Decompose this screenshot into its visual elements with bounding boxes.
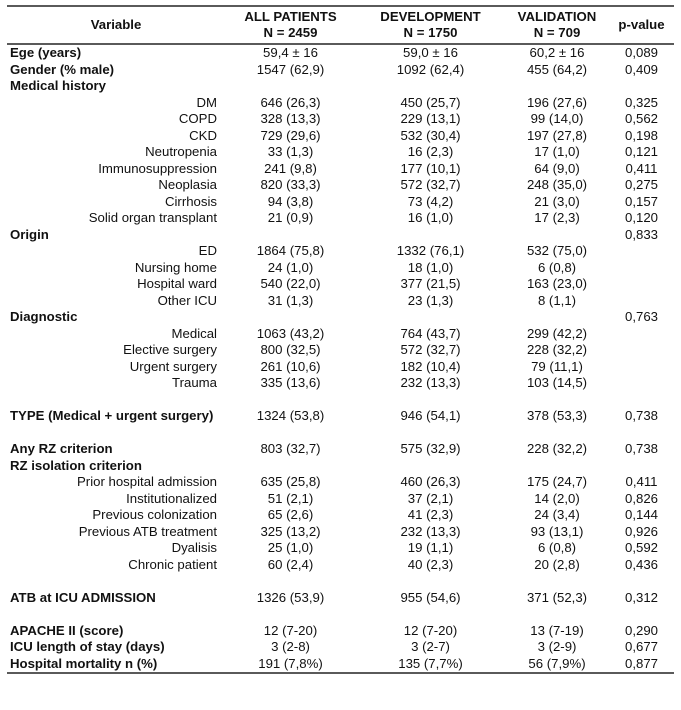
cell-all: 1547 (62,9) [256,61,325,77]
cell-val: 14 (2,0) [534,490,580,506]
cell-all: 31 (1,3) [267,292,314,308]
cell-dev: 1092 (62,4) [396,61,465,77]
cell-val: 79 (11,1) [531,358,583,374]
row-age [7,44,674,62]
header-development: DEVELOPMENT N = 1750 [356,6,505,44]
cell-all: 59,4 ± 16 [263,45,318,60]
cell-dev: 41 (2,3) [407,507,454,522]
cell-val: 371 (52,3) [526,589,588,605]
row-label: Elective surgery [123,342,217,357]
cell-all: 60 (2,4) [267,556,314,572]
cell-val: 13 (7-19) [530,622,584,638]
row-medical [7,326,674,343]
cell-all: 51 (2,1) [267,490,314,506]
row-icu-length-of-stay [7,639,674,656]
cell-dev: 572 (32,7) [400,342,461,357]
section-label: Medical history [10,78,107,93]
cell-val: 103 (14,5) [526,375,588,390]
cell-dev: 16 (2,3) [407,144,454,159]
section-label: RZ isolation criterion [10,457,142,473]
row-label: ED [198,243,217,258]
cell-dev: 764 (43,7) [400,325,461,341]
cell-all: 325 (13,2) [260,523,321,539]
cell-dev: 12 (7-20) [403,622,458,638]
row-label: DM [196,94,217,110]
cell-val: 197 (27,8) [526,127,588,143]
cell-all: 1326 (53,9) [256,589,325,605]
cell-val: 163 (23,0) [526,276,588,291]
cell-p: 0,144 [624,507,658,522]
cell-p: 0,409 [624,61,658,77]
cell-dev: 23 (1,3) [407,292,454,308]
row-copd [7,111,674,128]
cell-all: 1063 (43,2) [256,325,325,341]
section-label: Origin [10,226,49,242]
row-other-icu [7,293,674,310]
cell-p: 0,738 [624,408,658,423]
row-chronic-patient [7,557,674,574]
cell-p: 0,290 [624,622,658,638]
cell-p: 0,121 [624,144,658,159]
spacer-row [7,606,674,623]
cell-all: 261 (10,6) [260,358,321,374]
cell-dev: 40 (2,3) [407,556,454,572]
cell-all: 65 (2,6) [267,507,314,522]
row-dyalisis [7,540,674,557]
row-any-rz [7,441,674,458]
cell-dev: 73 (4,2) [407,193,454,209]
cell-val: 532 (75,0) [526,243,588,258]
cell-val: 175 (24,7) [526,474,588,489]
header-all-patients: ALL PATIENTS N = 2459 [225,6,356,44]
cell-val: 20 (2,8) [534,556,580,572]
cell-dev: 182 (10,4) [400,358,461,374]
row-apache [7,623,674,640]
cell-p: 0,198 [624,127,658,143]
cell-val: 8 (1,1) [537,292,577,308]
header-row [7,6,674,44]
header-p-value: p-value [609,6,674,44]
cell-all: 33 (1,3) [267,144,314,159]
cell-p: 0,826 [624,490,658,506]
cell-all: 820 (33,3) [260,177,321,192]
spacer-row [7,392,674,409]
cell-all: 803 (32,7) [260,441,321,456]
cell-p: 0,312 [624,589,658,605]
cell-dev: 135 (7,7%) [356,656,505,674]
row-label: Neutropenia [145,144,217,159]
row-label: Cirrhosis [164,193,217,209]
cell-val: 228 (32,2) [526,441,588,456]
header-validation: VALIDATION N = 709 [505,6,609,44]
row-label: Any RZ criterion [10,441,113,456]
cell-p: 0,926 [624,523,658,539]
cell-p: 0,275 [624,177,658,192]
section-origin [7,227,674,244]
cell-val: 6 (0,8) [537,540,577,555]
row-label: Other ICU [157,292,217,308]
section-diagnostic [7,309,674,326]
row-label: ATB at ICU ADMISSION [10,589,156,605]
row-label: Urgent surgery [129,358,217,374]
row-label: Ege (years) [10,45,82,60]
row-label: Neoplasia [158,177,217,192]
cell-all: 1864 (75,8) [256,243,325,258]
cell-dev: 177 (10,1) [400,160,461,176]
row-elective-surgery [7,342,674,359]
section-medical-history [7,78,674,95]
cell-all: 3 (2-8) [271,639,310,654]
row-label: Hospital mortality n (%) [7,656,225,674]
cell-all: 800 (32,5) [260,342,321,357]
cell-dev: 575 (32,9) [400,441,461,456]
cell-val: 60,2 ± 16 [529,45,585,60]
row-label: TYPE (Medical + urgent surgery) [10,408,214,423]
cell-val: 299 (42,2) [526,325,588,341]
row-label: CKD [189,127,217,143]
cell-dev: 460 (26,3) [400,474,461,489]
row-type [7,408,674,425]
section-rz-isolation [7,458,674,475]
row-label: Institutionalized [126,490,217,506]
cell-val: 17 (2,3) [534,210,580,225]
row-label: Medical [171,325,217,341]
row-hospital-mortality [7,656,674,674]
row-label: Dyalisis [171,540,217,555]
cell-dev: 59,0 ± 16 [403,45,458,60]
cell-all: 1324 (53,8) [256,408,325,423]
cell-dev: 16 (1,0) [407,210,454,225]
cell-dev: 3 (2-7) [411,639,450,654]
row-label: Solid organ transplant [88,210,217,225]
cell-dev: 232 (13,3) [400,375,461,390]
cell-p: 0,738 [624,441,658,456]
row-nursing-home [7,260,674,277]
cell-val: 455 (64,2) [526,61,588,77]
cell-all: 24 (1,0) [267,259,314,275]
cell-p: 0,592 [624,540,658,555]
row-hospital-ward [7,276,674,293]
cell-all: 729 (29,6) [260,127,321,143]
row-label: Previous colonization [92,507,217,522]
cell-dev: 377 (21,5) [400,276,461,291]
cell-dev: 955 (54,6) [400,589,461,605]
row-dm [7,95,674,112]
spacer-row [7,425,674,442]
row-label: ICU length of stay (days) [10,639,165,654]
row-label: Gender (% male) [10,61,115,77]
row-urgent-surgery [7,359,674,376]
cell-p: 0,157 [624,193,658,209]
cell-p: 0,120 [624,210,658,225]
row-gender [7,62,674,79]
row-previous-atb-treatment [7,524,674,541]
row-label: Nursing home [134,259,217,275]
cell-p: 0,411 [625,160,658,176]
section-label: Diagnostic [10,309,78,324]
row-atb-icu-admission [7,590,674,607]
row-label: Previous ATB treatment [78,523,217,539]
cell-all: 241 (9,8) [264,160,317,176]
cell-all: 646 (26,3) [260,94,321,110]
cell-p: 0,877 [609,656,674,674]
row-ed [7,243,674,260]
cell-all: 25 (1,0) [267,540,314,555]
cell-dev: 1332 (76,1) [396,243,465,258]
spacer-row [7,573,674,590]
row-previous-colonization [7,507,674,524]
cell-dev: 532 (30,4) [400,127,461,143]
cell-p: 0,325 [624,94,658,110]
cell-all: 328 (13,3) [260,111,321,126]
cell-val: 64 (9,0) [534,160,580,176]
cell-all: 94 (3,8) [267,193,314,209]
row-prior-hospital-admission [7,474,674,491]
row-immunosuppression [7,161,674,178]
cell-all: 21 (0,9) [267,210,314,225]
cell-dev: 37 (2,1) [407,490,454,506]
cell-all: 12 (7-20) [263,622,318,638]
row-neoplasia [7,177,674,194]
cell-val: 3 (2-9) [537,639,577,654]
cell-val: 21 (3,0) [534,193,580,209]
cell-val: 196 (27,6) [526,94,588,110]
cell-dev: 450 (25,7) [400,94,461,110]
row-cirrhosis [7,194,674,211]
cell-p: 0,677 [624,639,658,654]
row-institutionalized [7,491,674,508]
cell-val: 6 (0,8) [537,259,577,275]
cell-dev: 572 (32,7) [400,177,461,192]
cell-val: 17 (1,0) [534,144,580,159]
header-variable: Variable [7,6,225,44]
cell-p: 0,763 [624,309,658,324]
cell-dev: 232 (13,3) [400,523,461,539]
cell-p: 0,436 [624,556,658,572]
row-label: Chronic patient [128,556,217,572]
row-label: Trauma [172,375,217,390]
cell-p: 0,833 [624,226,658,242]
cell-all: 191 (7,8%) [225,656,356,674]
row-ckd [7,128,674,145]
row-neutropenia [7,144,674,161]
cell-dev: 229 (13,1) [400,111,461,126]
cell-p: 0,562 [624,111,658,126]
row-label: Prior hospital admission [77,474,217,489]
cell-val: 93 (13,1) [530,523,584,539]
cell-all: 540 (22,0) [260,276,321,291]
cell-all: 635 (25,8) [260,474,321,489]
cell-p: 0,089 [624,45,658,60]
cell-all: 335 (13,6) [260,375,321,390]
cell-dev: 946 (54,1) [400,408,461,423]
baseline-characteristics-table [7,5,674,674]
cell-val: 228 (32,2) [526,342,588,357]
cell-dev: 19 (1,1) [407,540,454,555]
row-label: Hospital ward [137,276,217,291]
cell-dev: 18 (1,0) [407,259,454,275]
cell-val: 248 (35,0) [526,177,588,192]
row-label: Immunosuppression [98,160,217,176]
row-solid-organ-transplant [7,210,674,227]
row-label: APACHE II (score) [10,622,124,638]
cell-p: 0,411 [625,474,658,489]
cell-val: 378 (53,3) [526,408,588,423]
row-trauma [7,375,674,392]
cell-val: 99 (14,0) [530,111,584,126]
row-label: COPD [178,111,217,126]
cell-val: 56 (7,9%) [505,656,609,674]
cell-val: 24 (3,4) [534,507,580,522]
